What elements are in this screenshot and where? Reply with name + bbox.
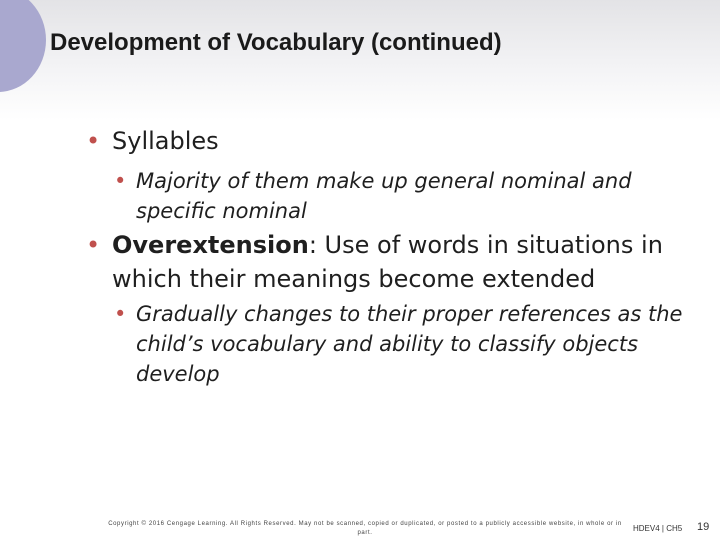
copyright-notice: Copyright © 2016 Cengage Learning. All Rights Reserved. May not be scanned, copied or duplicated, or posted to a publicly accessible website, in whole or in part. bbox=[108, 521, 622, 536]
bullet-overextension bbox=[86, 228, 702, 296]
bullet-term: Overextension bbox=[112, 231, 309, 259]
slide-title: Development of Vocabulary (continued) bbox=[50, 29, 502, 56]
bullet-dot: • bbox=[114, 169, 127, 193]
page-number: 19 bbox=[697, 521, 710, 533]
bullet-dot: • bbox=[114, 302, 127, 326]
sub-bullet-majority bbox=[114, 166, 696, 226]
bullet-text: Syllables bbox=[112, 127, 219, 155]
header-band bbox=[0, 0, 720, 120]
course-code: HDEV4 | CH5 bbox=[633, 524, 683, 533]
bullet-dot: • bbox=[86, 231, 101, 259]
bullet-dot: • bbox=[86, 127, 101, 155]
bullet-text: : Use of words in situations in which their meanings become extended bbox=[112, 231, 663, 293]
sub-bullet-text: Gradually changes to their proper references as the child’s vocabulary and ability to classify objects develop bbox=[136, 302, 683, 386]
bullet-syllables bbox=[86, 124, 692, 158]
sub-bullet-gradually bbox=[114, 299, 696, 389]
sub-bullet-text: Majority of them make up general nominal and specific nominal bbox=[136, 169, 632, 223]
